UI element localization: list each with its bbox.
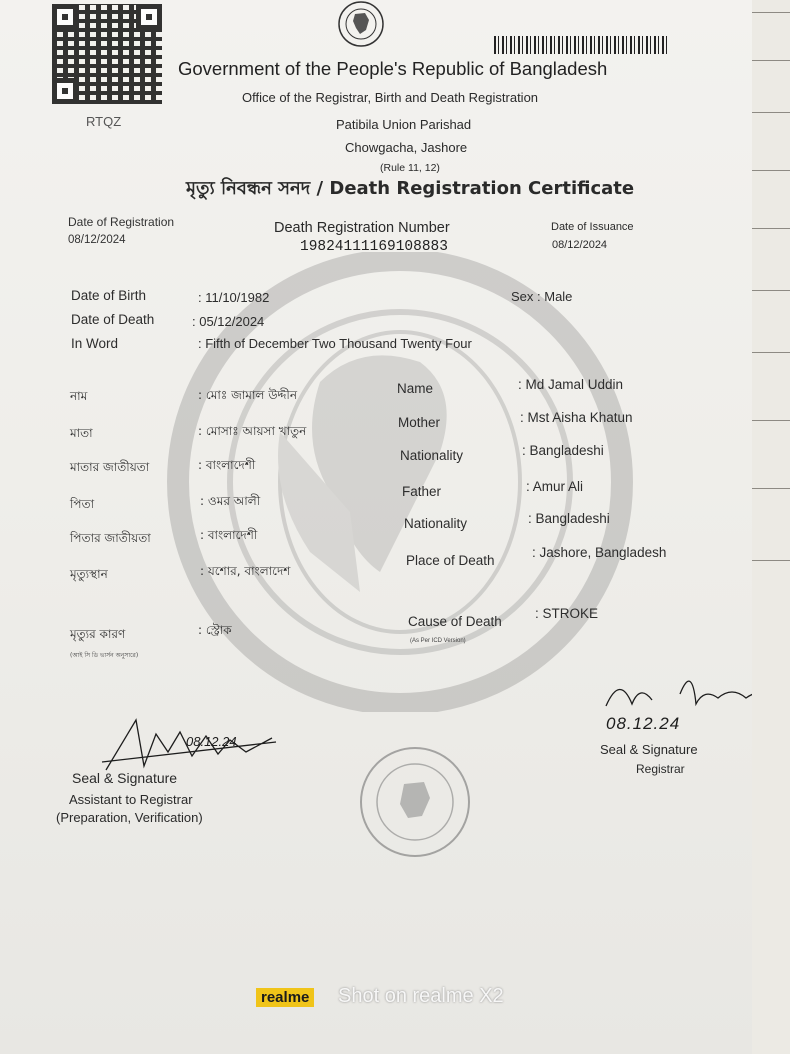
father-nationality-value-en: : Bangladeshi [528, 511, 610, 526]
place-of-death-label-bn: মৃত্যুস্থান [70, 567, 108, 581]
mother-value-bn: : মোসাঃ আয়সা খাতুন [198, 424, 307, 438]
father-label-en: Father [402, 484, 442, 499]
mother-label-en: Mother [398, 415, 441, 430]
place-of-death-label-en: Place of Death [406, 553, 495, 568]
mother-nationality-label-bn: মাতার জাতীয়তা [70, 460, 150, 474]
qr-code-label: RTQZ [86, 114, 122, 129]
father-value-bn: : ওমর আলী [200, 494, 261, 508]
date-of-issuance-value: 08/12/2024 [552, 239, 608, 251]
father-nationality-value-bn: : বাংলাদেশী [200, 528, 258, 542]
mother-nationality-label-en: Nationality [400, 448, 464, 463]
assistant-role-detail: (Preparation, Verification) [56, 810, 203, 825]
father-nationality-label-bn: পিতার জাতীয়তা [70, 531, 151, 545]
bangladesh-emblem-icon [322, 0, 400, 56]
cause-of-death-note-en: (As Per ICD Version) [410, 638, 466, 644]
certificate-title-sep: / [310, 178, 330, 199]
cause-of-death-value-en: : STROKE [535, 606, 599, 621]
camera-brand-badge: realme [256, 988, 314, 1007]
union-name: Patibila Union Parishad [336, 117, 472, 132]
name-label-en: Name [397, 381, 434, 396]
date-of-registration-label: Date of Registration [68, 215, 175, 229]
registrar-role-label: Registrar [636, 762, 685, 776]
cause-of-death-value-bn: : স্ট্রোক [198, 623, 232, 637]
registrar-signature-icon [600, 664, 752, 714]
assistant-seal-signature-label: Seal & Signature [72, 770, 178, 786]
registration-number-label: Death Registration Number [274, 220, 450, 236]
mother-value-en: : Mst Aisha Khatun [520, 410, 633, 425]
registrar-signature-date: 08.12.24 [606, 714, 681, 733]
rule-reference: (Rule 11, 12) [380, 162, 440, 174]
registrar-seal-signature-label: Seal & Signature [600, 742, 698, 757]
barcode-icon [494, 36, 668, 54]
certificate-title-en: Death Registration Certificate [329, 178, 635, 199]
mother-nationality-value-bn: : বাংলাদেশী [198, 458, 256, 472]
upazila-name: Chowgacha, Jashore [345, 140, 468, 155]
sex-value: Sex : Male [511, 289, 573, 304]
date-of-birth-value: : 11/10/1982 [198, 290, 270, 305]
in-word-value: : Fifth of December Two Thousand Twenty Four [198, 336, 472, 351]
place-of-death-value-bn: : যশোর, বাংলাদেশ [200, 564, 291, 578]
father-nationality-label-en: Nationality [404, 516, 468, 531]
father-value-en: : Amur Ali [526, 479, 584, 494]
assistant-signature-date: 08.12.24 [186, 734, 237, 749]
place-of-death-value-en: : Jashore, Bangladesh [532, 545, 667, 560]
name-label-bn: নাম [70, 389, 88, 403]
date-of-registration-value: 08/12/2024 [68, 234, 126, 246]
name-value-bn: : মোঃ জামাল উদ্দীন [198, 388, 298, 402]
mother-nationality-value-en: : Bangladeshi [522, 443, 604, 458]
date-of-birth-label: Date of Birth [71, 288, 147, 303]
mother-label-bn: মাতা [70, 426, 93, 440]
cause-of-death-note-bn: (আই সি ডি ভার্সন অনুসারে) [70, 652, 139, 659]
cause-of-death-label-bn: মৃত্যুর কারণ [70, 627, 126, 641]
qr-code-icon [52, 4, 162, 104]
certificate-title-bn: মৃত্যু নিবন্ধন সনদ [186, 178, 311, 199]
government-heading: Government of the People's Republic of Bangladesh [178, 58, 608, 79]
cause-of-death-label-en: Cause of Death [408, 614, 502, 629]
union-parishad-round-seal-icon [356, 744, 474, 860]
father-label-bn: পিতা [70, 497, 95, 511]
date-of-death-label: Date of Death [71, 312, 155, 327]
registration-number-value: 19824111169108883 [300, 239, 448, 255]
camera-watermark-caption: Shot on realme X2 [338, 985, 504, 1007]
date-of-death-value: : 05/12/2024 [192, 314, 265, 329]
name-value-en: : Md Jamal Uddin [518, 377, 624, 392]
office-name: Office of the Registrar, Birth and Death Registration [242, 90, 539, 105]
certificate-title [186, 174, 634, 205]
date-of-issuance-label: Date of Issuance [551, 221, 634, 233]
assistant-role-label: Assistant to Registrar [69, 792, 193, 807]
in-word-label: In Word [71, 336, 119, 351]
